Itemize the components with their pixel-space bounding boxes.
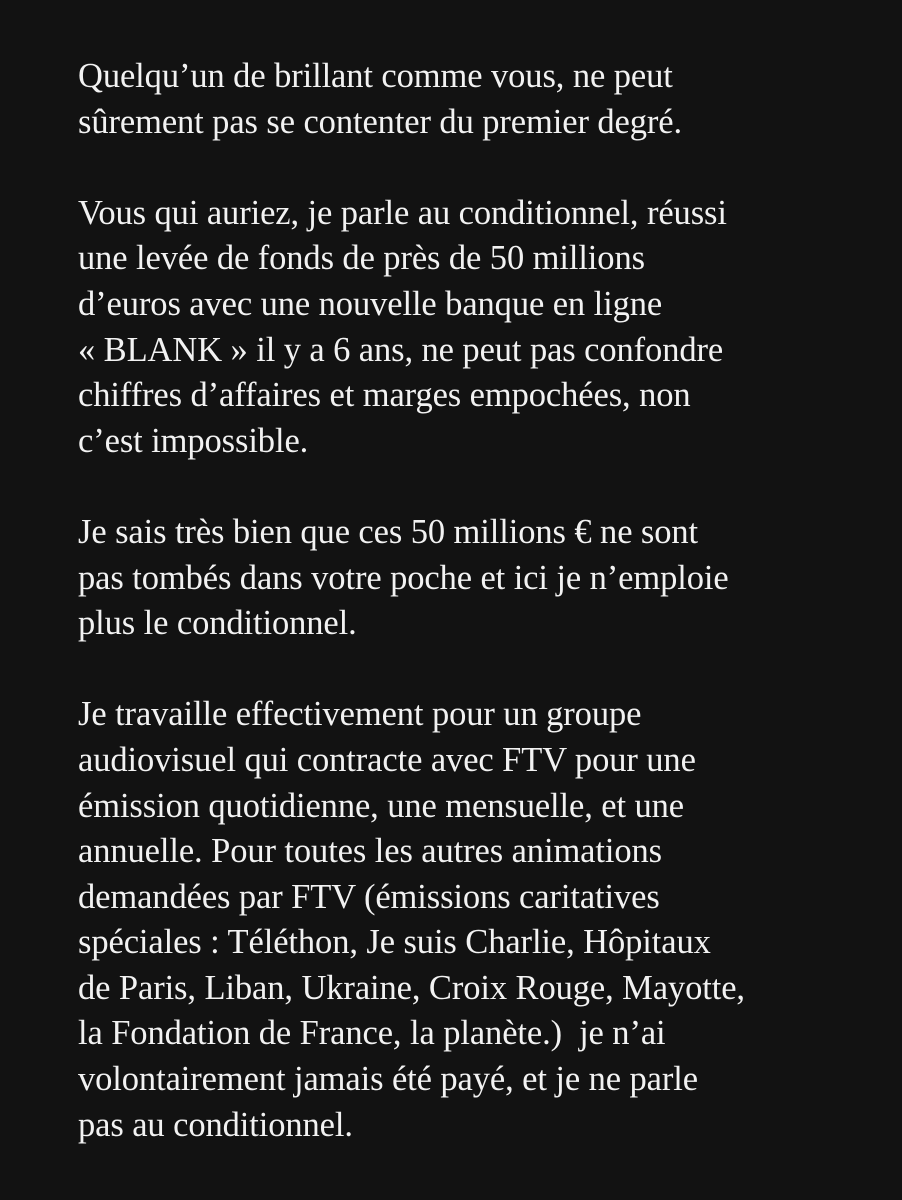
text-line: chiffres d’affaires et marges empochées, non xyxy=(78,376,691,415)
text-line: plus le conditionnel. xyxy=(78,604,357,643)
text-line: d’euros avec une nouvelle banque en ligne xyxy=(78,284,663,323)
text-line: Je travaille effectivement pour un groupe xyxy=(78,695,642,734)
text-line: pas tombés dans votre poche et ici je n’emploie xyxy=(78,558,729,597)
paragraph-4 xyxy=(78,692,878,1148)
text-line: spéciales : Téléthon, Je suis Charlie, Hôpitaux xyxy=(78,923,711,962)
text-line: Je sais très bien que ces 50 millions € ne sont xyxy=(78,512,699,551)
paragraph-2 xyxy=(78,191,878,465)
text-line: la Fondation de France, la planète.) je n’ai xyxy=(78,1014,666,1053)
paragraph-1 xyxy=(78,54,878,145)
text-line: demandées par FTV (émissions caritatives xyxy=(78,877,660,916)
text-line: Quelqu’un de brillant comme vous, ne peut xyxy=(78,57,673,95)
text-line: de Paris, Liban, Ukraine, Croix Rouge, Mayotte, xyxy=(78,968,745,1007)
text-line: c’est impossible. xyxy=(78,421,309,460)
statement-text xyxy=(78,54,878,1194)
text-line: une levée de fonds de près de 50 millions xyxy=(78,239,645,278)
text-line: pas au conditionnel. xyxy=(78,1105,353,1144)
text-line: « BLANK » il y a 6 ans, ne peut pas confondre xyxy=(78,330,724,369)
text-line: audiovisuel qui contracte avec FTV pour une xyxy=(78,740,696,779)
text-line: volontairement jamais été payé, et je ne parle xyxy=(78,1060,698,1099)
text-line: annuelle. Pour toutes les autres animations xyxy=(78,832,662,871)
text-line: Vous qui auriez, je parle au conditionnel, réussi xyxy=(78,193,727,232)
text-line: sûrement pas se contenter du premier degré. xyxy=(78,102,682,141)
paragraph-3 xyxy=(78,510,878,647)
text-line: émission quotidienne, une mensuelle, et une xyxy=(78,786,685,825)
